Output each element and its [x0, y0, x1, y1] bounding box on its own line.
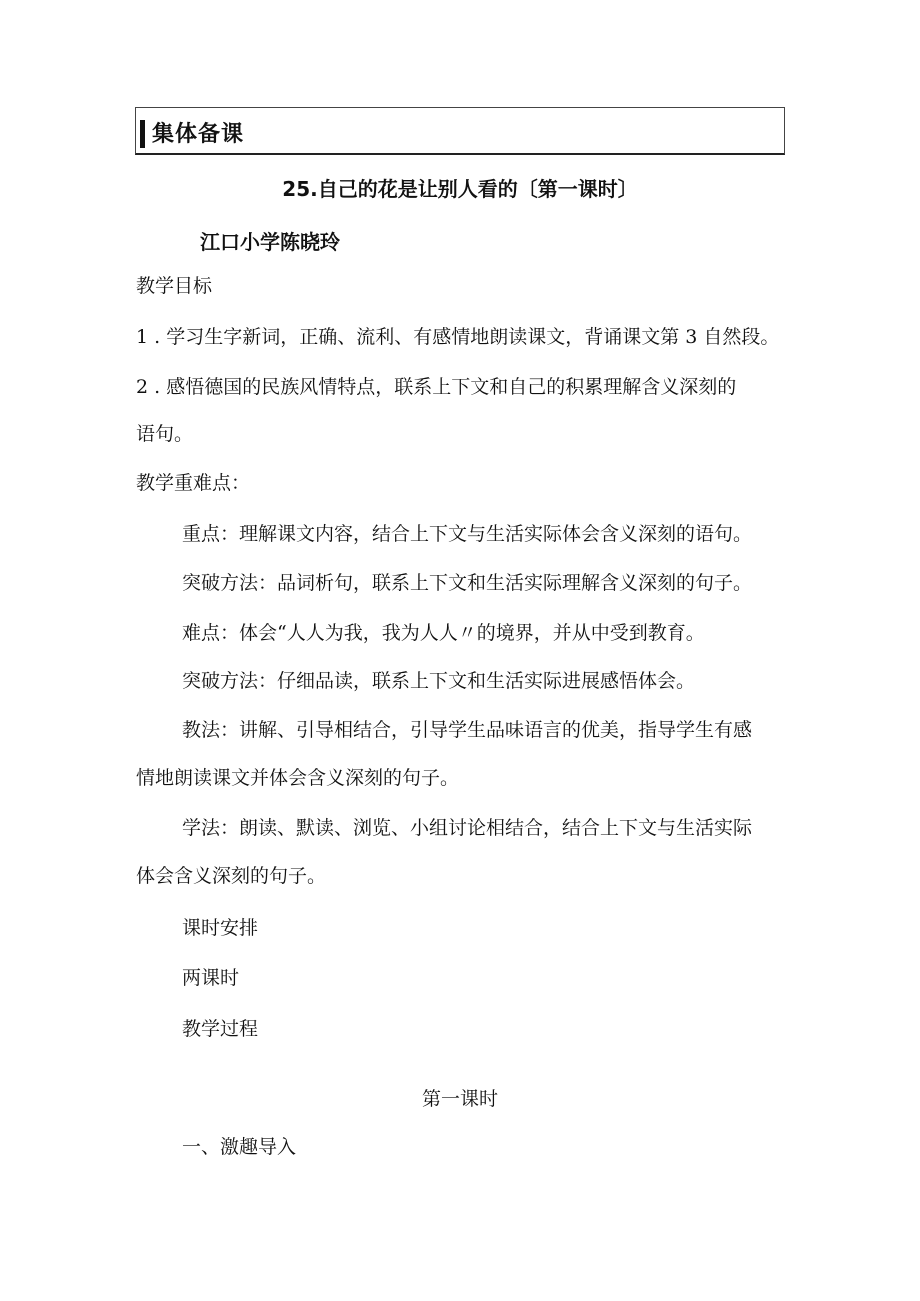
learning-method-line-2: 体会含义深刻的句子。 [136, 865, 327, 887]
difficulty: 难点：体会“人人为我，我为人人〃的境界，并从中受到教育。 [182, 622, 705, 644]
keypoints-heading: 教学重难点： [136, 472, 251, 494]
goal-2-line-1: 2 . 感悟德国的民族风情特点，联系上下文和自己的积累理解含义深刻的 [136, 376, 737, 398]
keypoint: 重点：理解课文内容，结合上下文与生活实际体会含义深刻的语句。 [182, 523, 753, 545]
header-box [135, 107, 785, 155]
header-bar [140, 120, 145, 148]
schedule-heading: 课时安排 [182, 917, 259, 939]
author-line: 江口小学陈晓玲 [200, 230, 340, 254]
goal-2-line-2: 语句。 [136, 423, 194, 445]
lesson-title: 第一课时 [421, 1088, 498, 1110]
difficulty-method: 突破方法：仔细品读，联系上下文和生活实际进展感悟体会。 [182, 670, 696, 692]
learning-method-line-1: 学法：朗读、默读、浏览、小组讨论相结合，结合上下文与生活实际 [182, 817, 753, 839]
process-heading: 教学过程 [182, 1018, 259, 1040]
schedule-value: 两课时 [182, 967, 240, 989]
teaching-method-line-2: 情地朗读课文并体会含义深刻的句子。 [136, 767, 460, 789]
document-title: 25.自己的花是让别人看的〔第一课时〕 [282, 177, 638, 201]
teaching-method-line-1: 教法：讲解、引导相结合，引导学生品味语言的优美，指导学生有感 [182, 719, 753, 741]
step-1: 一、激趣导入 [182, 1136, 297, 1158]
goals-heading: 教学目标 [136, 275, 213, 297]
keypoint-method: 突破方法：品词析句，联系上下文和生活实际理解含义深刻的句子。 [182, 572, 753, 594]
goal-1: 1 . 学习生字新词，正确、流利、有感情地朗读课文，背诵课文第 3 自然段。 [136, 326, 780, 348]
header-label: 集体备课 [152, 122, 245, 147]
